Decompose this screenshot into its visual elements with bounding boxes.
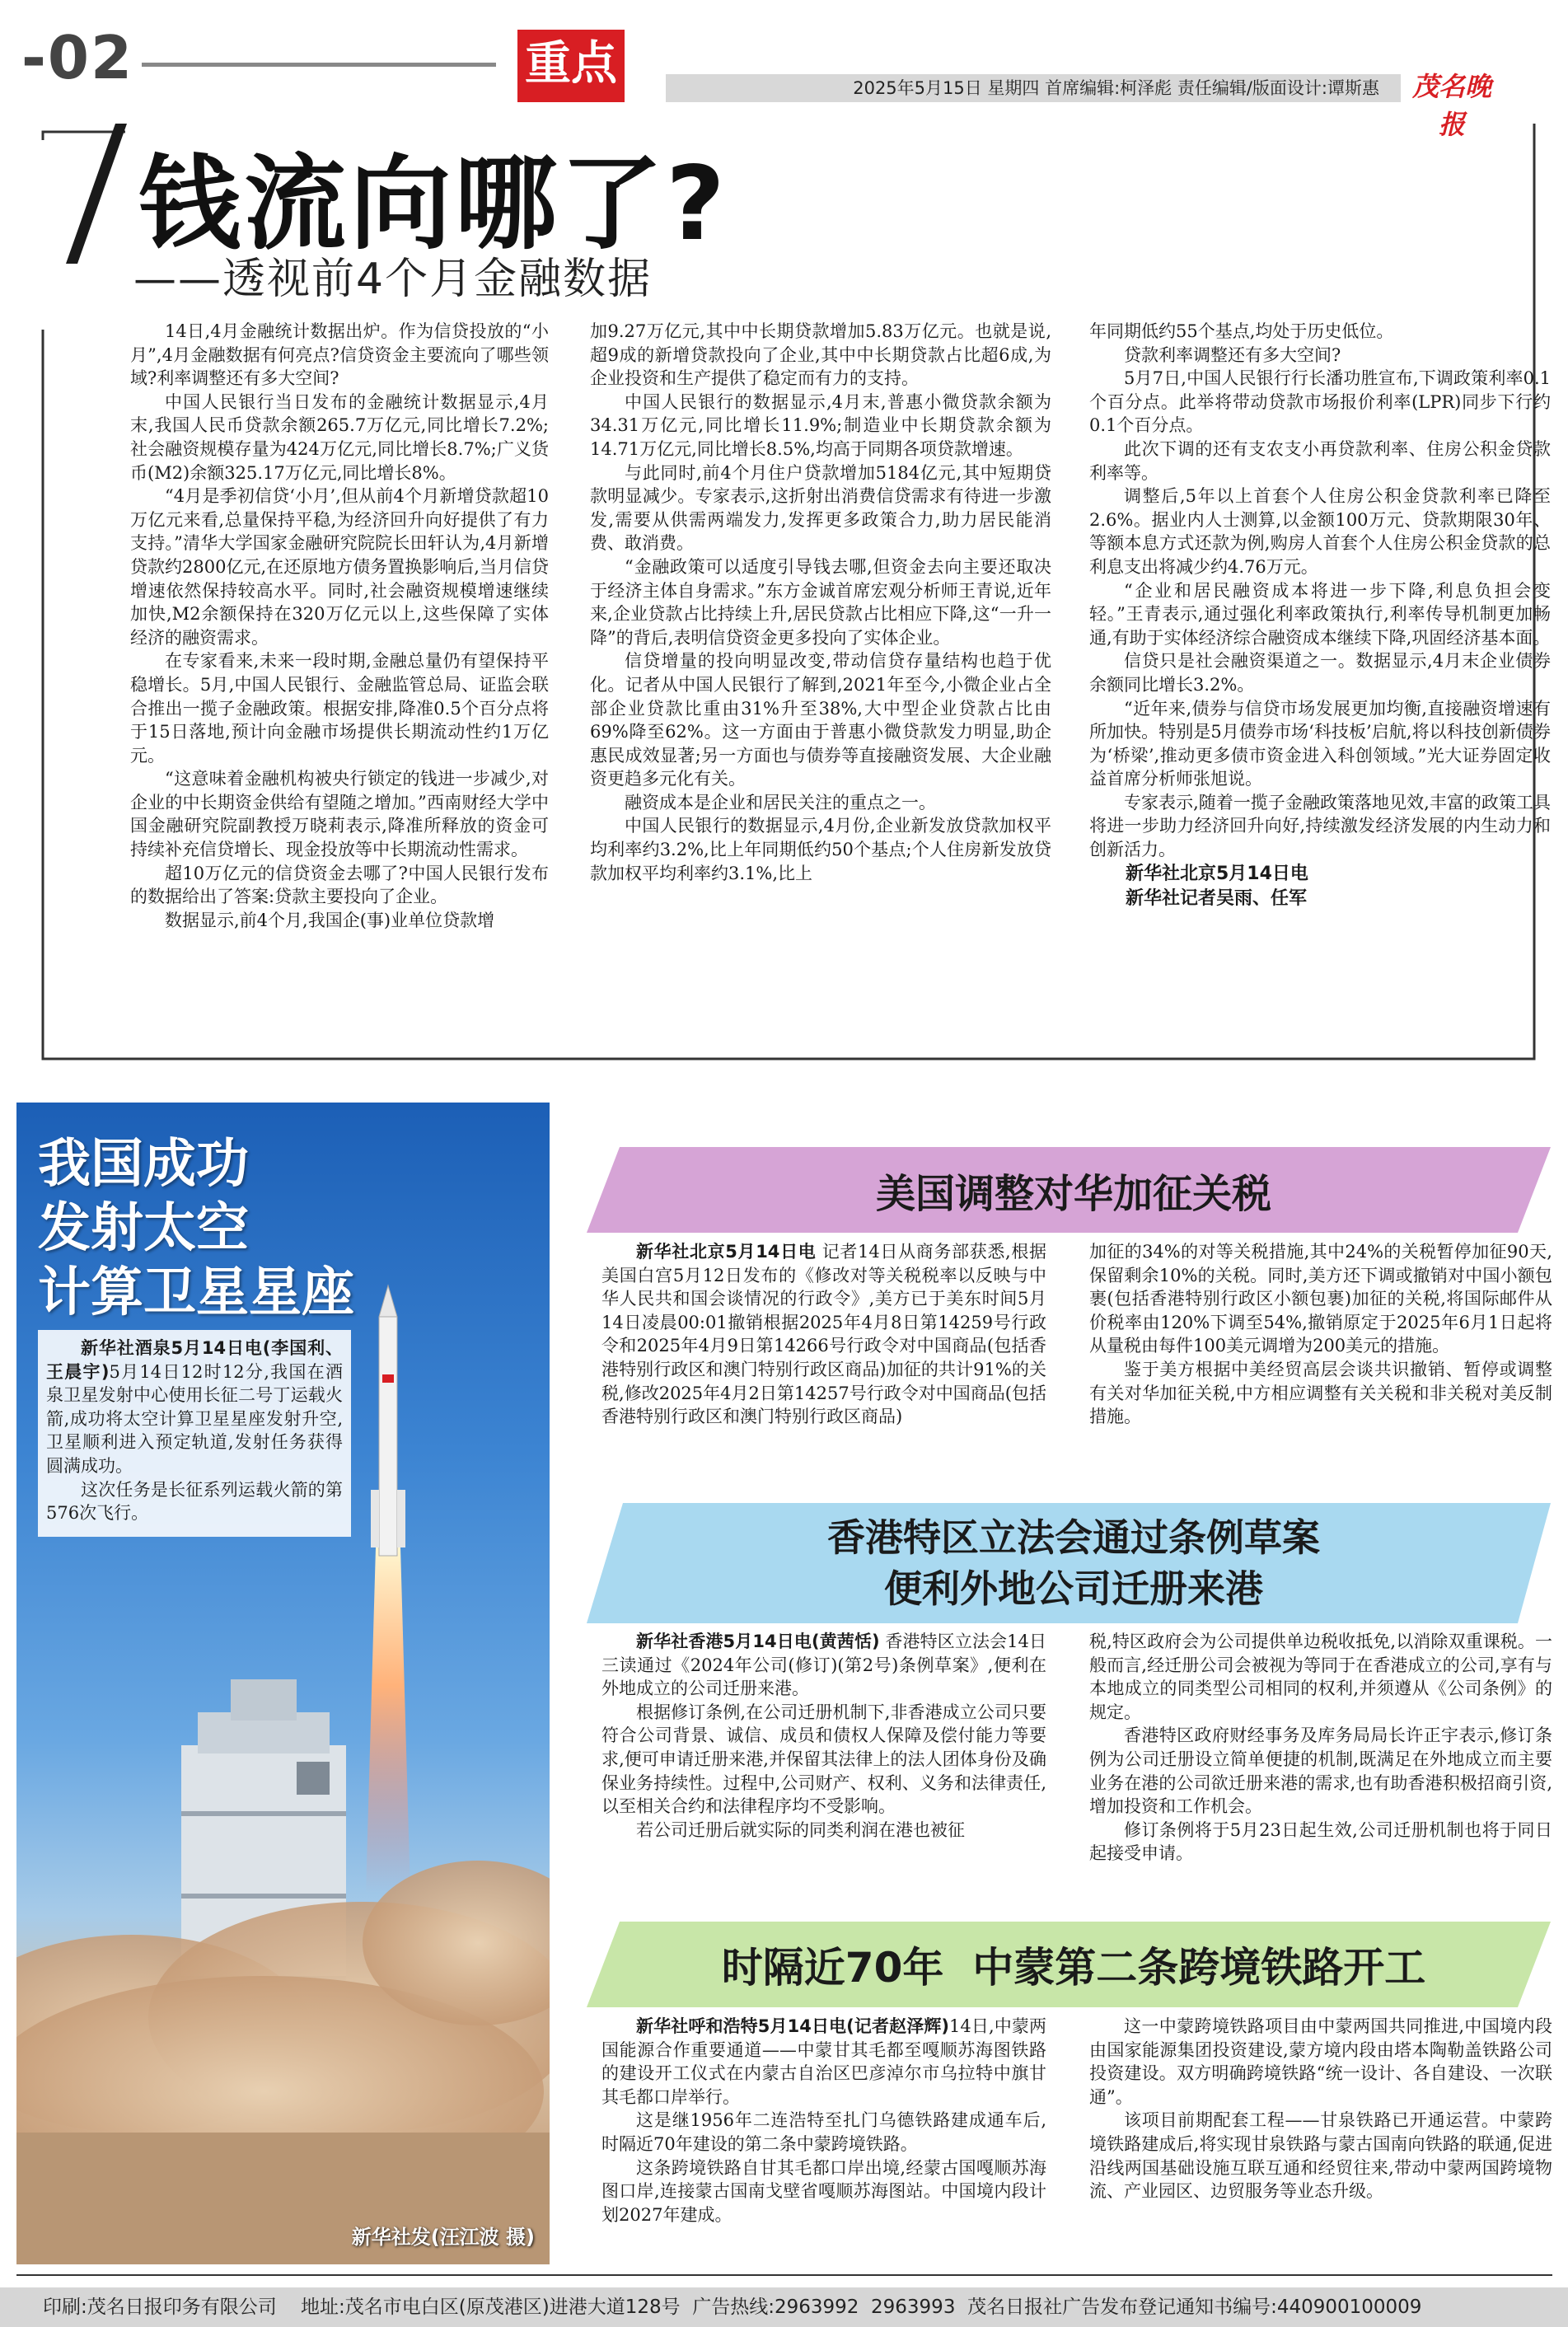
byline-dateline: 新华社北京5月14日电 — [1126, 863, 1308, 884]
tariff-headline: 美国调整对华加征关税 — [875, 1170, 1271, 1217]
paragraph: 超10万亿元的信贷资金去哪了?中国人民银行发布的数据给出了答案:贷款主要投向了企业。 — [130, 863, 549, 907]
railway-paragraph: 这是继1956年二连浩特至扎门乌德铁路建成通车后,时隔近70年建设的第二条中蒙跨境铁路。 — [601, 2110, 1046, 2154]
masthead-rule — [142, 63, 496, 67]
page-number: -02 — [21, 23, 134, 92]
paragraph: 加9.27万亿元,其中中长期贷款增加5.83万亿元。也就是说,超9成的新增贷款投向了企业,其中中长期贷款占比超6成,为企业投资和生产提供了稳定而有力的支持。 — [590, 321, 1051, 389]
rocket-paragraph: 这次任务是长征系列运载火箭的第576次飞行。 — [46, 1479, 343, 1524]
rocket-headline-line: 发射太空 — [38, 1198, 249, 1259]
tariff-body: 记者14日从商务部获悉,根据美国白宫5月12日发布的《修改对等关税税率以反映与中华人民共和国会谈情况的行政令》,美方已于美东时间5月14日凌晨00:01撤销根据2025年4月8日第14259号行政令和2025年4月9日第14266号行政令对中国商品(包括香港特别行政区和澳门特别行政区商品)加征的共计91%的关税,修改2025年4月2日第14257号行政令对中国商品(包括香港特别行政区和澳门特别行政区商品) — [601, 1242, 1046, 1427]
railway-paragraph: 这条跨境铁路自甘其毛都口岸出境,经蒙古国嘎顺苏海图口岸,连接蒙古国南戈壁省嘎顺苏海图站。中国境内段计划2027年建成。 — [601, 2157, 1046, 2225]
paragraph: “这意味着金融机构被央行锁定的钱进一步减少,对企业的中长期资金供给有望随之增加。”西南财经大学中国金融研究院副教授万晓莉表示,降准所释放的资金可持续补充信贷增长、现金投放等中长期流动性需求。 — [130, 769, 549, 860]
hk-headline — [587, 1505, 1561, 1622]
paragraph: 信贷增量的投向明显改变,带动信贷存量结构也趋于优化。记者从中国人民银行了解到,2021年至今,小微企业占全部企业贷款比重由31%升至38%,大中型企业贷款占比由69%降至62%。这一方面由于普惠小微贷款发力明显,助企惠民成效显著;另一方面也与债券等直接融资发展、大企业融资更趋多元化有关。 — [590, 651, 1051, 789]
main-article-col3 — [1089, 320, 1551, 911]
paragraph: 在专家看来,未来一段时期,金融总量仍有望保持平稳增长。5月,中国人民银行、金融监管总局、证监会联合推出一揽子金融政策。根据安排,降准0.5个百分点将于15日落地,预计向金融市场提供长期流动性约1万亿元。 — [130, 651, 549, 766]
paragraph: 与此同时,前4个月住户贷款增加5184亿元,其中短期贷款明显减少。专家表示,这折射出消费信贷需求有待进一步激发,需要从供需两端发力,发挥更多政策合力,助力居民能消费、敢消费。 — [590, 462, 1051, 554]
main-article-col1 — [130, 320, 549, 932]
hk-col2 — [1089, 1630, 1552, 1866]
railway-paragraph: 这一中蒙跨境铁路项目由中蒙两国共同推进,中国境内段由国家能源集团投资建设,蒙方境内段由塔本陶勒盖铁路公司投资建设。双方明确跨境铁路“统一设计、各自建设、一次联通”。 — [1089, 2016, 1552, 2107]
rocket-headline — [38, 1132, 354, 1325]
hk-paragraph: 税,特区政府会为公司提供单边税收抵免,以消除双重课税。一般而言,经迁册公司会被视为等同于在香港成立的公司,享有与本地成立的同类型公司相同的权利,并须遵从《公司条例》的规定。 — [1089, 1632, 1552, 1722]
hk-paragraph: 根据修订条例,在公司迁册机制下,非香港成立公司只要符合公司背景、诚信、成员和债权人保障及偿付能力等要求,便可申请迁册来港,并保留其法律上的法人团体身份及确保业务持续性。过程中,公司财产、权利、义务和法律责任,以至相关合约和法律程序均不受影响。 — [601, 1702, 1046, 1817]
paragraph: 中国人民银行的数据显示,4月末,普惠小微贷款余额为34.31万亿元,同比增长11.9%;制造业中长期贷款余额为14.71万亿元,同比增长8.5%,均高于同期各项贷款增速。 — [590, 391, 1051, 459]
hk-headline-line: 香港特区立法会通过条例草案 — [827, 1515, 1320, 1560]
paragraph: 调整后,5年以上首套个人住房公积金贷款利率已降至2.6%。据业内人士测算,以金额100万元、贷款期限30年、等额本息方式还款为例,购房人首套个人住房公积金贷款的总利息支出将减少约4.76万元。 — [1089, 486, 1551, 577]
paragraph: 中国人民银行当日发布的金融统计数据显示,4月末,我国人民币贷款余额265.7万亿元,同比增长7.2%;社会融资规模存量为424万亿元,同比增长8.7%;广义货币(M2)余额325.17万亿元,同比增长8%。 — [130, 391, 549, 483]
hk-paragraph: 修订条例将于5月23日起生效,公司迁册机制也将于同日起接受申请。 — [1089, 1819, 1552, 1864]
paragraph: 专家表示,随着一揽子金融政策落地见效,丰富的政策工具将进一步助力经济回升向好,持续激发经济发展的内生动力和创新活力。 — [1089, 792, 1551, 860]
byline-reporters: 新华社记者吴雨、任军 — [1126, 887, 1308, 909]
hk-dateline: 新华社香港5月14日电(黄茜恬) — [636, 1632, 880, 1651]
tariff-paragraph — [601, 1240, 1046, 1429]
hk-paragraph: 若公司迁册后就实际的同类利润在港也被征 — [636, 1819, 965, 1840]
hk-headline-line: 便利外地公司迁册来港 — [884, 1566, 1263, 1611]
rocket-headline-line: 我国成功 — [38, 1134, 249, 1195]
section-label: 重点 — [517, 30, 625, 102]
hk-paragraph — [601, 1630, 1046, 1701]
rocket-launch-photo — [16, 1103, 550, 2264]
rocket-body: 5月14日12时12分,我国在酒泉卫星发射中心使用长征二号丁运载火箭,成功将太空计算卫星星座发射升空,卫星顺利进入预定轨道,发射任务获得圆满成功。 — [46, 1361, 343, 1476]
railway-headline: 时隔近70年 中蒙第二条跨境铁路开工 — [721, 1944, 1426, 1992]
rocket-dateline: 新华社酒泉5月14日电(李国利、王晨宇) — [46, 1338, 343, 1382]
paragraph: “近年来,债券与信贷市场发展更加均衡,直接融资增速有所加快。特别是5月债券市场‘科技板’启航,将以科技创新债券为‘桥梁’,推动更多债市资金进入科创领域。”光大证券固定收益首席分析师张旭说。 — [1089, 698, 1551, 789]
paragraph: “4月是季初信贷‘小月’,但从前4个月新增贷款超10万亿元来看,总量保持平稳,为经济回升向好提供了有力支持。”清华大学国家金融研究院院长田轩认为,4月新增贷款约2800亿元,在还原地方债务置换影响后,当月信贷增速依然保持较高水平。同时,社会融资规模增速继续加快,M2余额保持在320万亿元以上,这些保障了实体经济的融资需求。 — [130, 486, 549, 648]
railway-col2 — [1089, 2015, 1552, 2203]
tariff-col2 — [1089, 1240, 1552, 1429]
tariff-col1 — [601, 1240, 1046, 1429]
main-headline: 钱流向哪了? — [138, 145, 728, 264]
hk-body: 香港特区立法会14日三读通过《2024年公司(修订)(第2号)条例草案》,便利在外地成立的公司迁册来港。 — [601, 1632, 1046, 1699]
main-article-col2 — [590, 320, 1051, 885]
railway-paragraph: 该项目前期配套工程——甘泉铁路已开通运营。中蒙跨境铁路建成后,将实现甘泉铁路与蒙古国南向铁路的联通,促进沿线两国基础设施互联互通和经贸往来,带动中蒙两国跨境物流、产业园区、边贸服务等业态升级。 — [1089, 2110, 1552, 2202]
rocket-paragraph — [46, 1337, 343, 1478]
dateline-text: 2025年5月15日 星期四 首席编辑:柯泽彪 责任编辑/版面设计:谭斯惠 — [853, 78, 1379, 98]
dateline-bar — [666, 74, 1503, 102]
paragraph: 年同期低约55个基点,均处于历史低位。 — [1089, 321, 1394, 341]
railway-body: 14日,中蒙两国能源合作重要通道——中蒙甘其毛都至嘎顺苏海图铁路的建设开工仪式在内蒙古自治区巴彦淖尔市乌拉特中旗甘其毛都口岸举行。 — [601, 2016, 1047, 2107]
paragraph: 5月7日,中国人民银行行长潘功胜宣布,下调政策利率0.1个百分点。此举将带动贷款市场报价利率(LPR)同步下行约0.1个百分点。 — [1089, 368, 1551, 436]
paragraph: 中国人民银行的数据显示,4月份,企业新发放贷款加权平均利率约3.2%,比上年同期低约50个基点;个人住房新发放贷款加权平均利率约3.1%,比上 — [590, 816, 1051, 883]
photo-credit: 新华社发(汪江波 摄) — [351, 2226, 535, 2249]
hk-col1 — [601, 1630, 1046, 1842]
rocket-caption — [38, 1330, 351, 1537]
paragraph: 信贷只是社会融资渠道之一。数据显示,4月末企业债券余额同比增长3.2%。 — [1089, 651, 1551, 695]
paragraph: 数据显示,前4个月,我国企(事)业单位贷款增 — [165, 910, 495, 930]
tariff-dateline: 新华社北京5月14日电 — [636, 1242, 817, 1262]
newspaper-logo: 茂名晚报 — [1401, 68, 1503, 105]
railway-paragraph — [601, 2015, 1046, 2109]
tariff-paragraph: 鉴于美方根据中美经贸高层会谈共识撤销、暂停或调整有关对华加征关税,中方相应调整有关关税和非关税对美反制措施。 — [1089, 1359, 1552, 1427]
paragraph: “企业和居民融资成本将进一步下降,利息负担会变轻。”王青表示,通过强化利率政策执行,利率传导机制更加畅通,有助于实体经济综合融资成本继续下降,巩固经济基本面。 — [1089, 580, 1551, 648]
rocket-headline-line: 计算卫星星座 — [38, 1262, 354, 1323]
paragraph: 此次下调的还有支农支小再贷款利率、住房公积金贷款利率等。 — [1089, 438, 1551, 483]
railway-col1 — [601, 2015, 1046, 2226]
tariff-paragraph: 加征的34%的对等关税措施,其中24%的关税暂停加征90天,保留剩余10%的关税。同时,美方还下调或撤销对中国小额包裹(包括香港特别行政区小额包裹)加征的关税,将国际邮件从价税率由120%下调至54%,撤销原定于2025年6月1日起将从量税由每件100美元调增为200美元的措施。 — [1089, 1242, 1552, 1356]
footer: 印刷:茂名日报印务有限公司 地址:茂名市电白区(原茂港区)进港大道128号 广告热线:2963992 2963993 茂名日报社广告发布登记通知书编号:440900100009 — [0, 2287, 1568, 2327]
paragraph: 贷款利率调整还有多大空间? — [1124, 344, 1341, 365]
footer-rule — [16, 2274, 1552, 2276]
railway-dateline: 新华社呼和浩特5月14日电(记者赵泽辉) — [636, 2016, 950, 2036]
main-subheadline: ——透视前4个月金融数据 — [133, 255, 653, 304]
hk-paragraph: 香港特区政府财经事务及库务局局长许正宇表示,修订条例为公司迁册设立简单便捷的机制,既满足在外地成立而主要业务在港的公司欲迁册来港的需求,也有助香港积极招商引资,增加投资和工作机会。 — [1089, 1725, 1552, 1817]
paragraph: “金融政策可以适度引导钱去哪,但资金去向主要还取决于经济主体自身需求。”东方金诚首席宏观分析师王青说,近年来,企业贷款占比持续上升,居民贷款占比相应下降,这“一升一降”的背后,表明信贷资金更多投向了实体企业。 — [590, 556, 1051, 648]
paragraph: 融资成本是企业和居民关注的重点之一。 — [625, 792, 936, 812]
paragraph: 14日,4月金融统计数据出炉。作为信贷投放的“小月”,4月金融数据有何亮点?信贷资金主要流向了哪些领域?利率调整还有多大空间? — [130, 321, 549, 389]
